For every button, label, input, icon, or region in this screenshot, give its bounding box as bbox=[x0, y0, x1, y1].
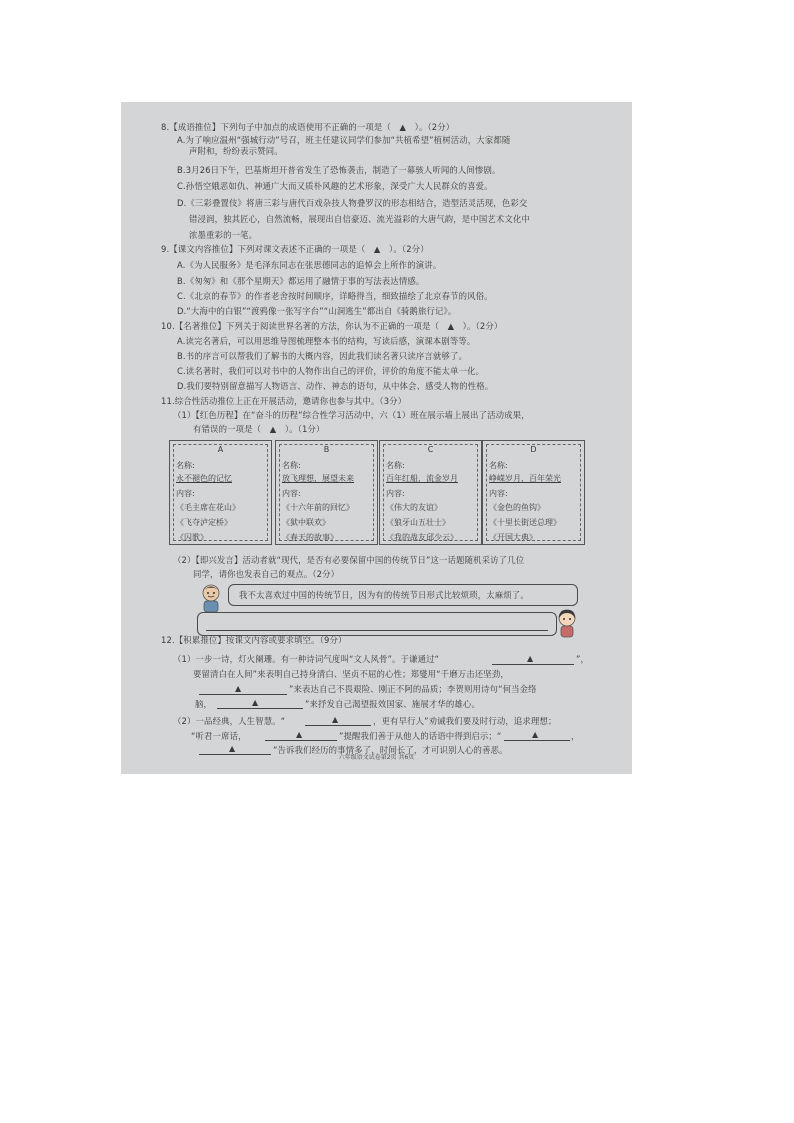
card-name-label: 名称: bbox=[176, 461, 195, 470]
q11-part1-cont: 有错误的一项是（ ▲ ）。（1分） bbox=[193, 424, 325, 434]
q10-option-c: C.读名著时，我们可以对书中的人物作出自己的评价，评价的角度不能太单一化。 bbox=[177, 366, 485, 376]
blank-marker: ▲ bbox=[235, 684, 242, 693]
card-c bbox=[379, 440, 482, 545]
card-name-label: 名称: bbox=[282, 461, 301, 470]
card-item: 《十六年前的回忆》 bbox=[282, 503, 354, 512]
q12-part1-line4-start: 脑， bbox=[195, 699, 213, 709]
boy-avatar-icon bbox=[197, 582, 225, 614]
q10-option-a: A.读完名著后，可以用思维导图梳理整本书的结构，写读后感，演课本剧等等。 bbox=[177, 336, 476, 346]
q8-option-d-cont: 错浸润，独其匠心，自然流畅，展现出自信豪迈、流光溢彩的大唐气韵，是中国艺术文化中 bbox=[189, 214, 530, 224]
q8-option-d: D.《三彩叠置伎》将唐三彩与唐代百戏杂技人物叠罗汉的形态相结合，造型活灵活现，色彩交 bbox=[177, 198, 528, 208]
q11-part2: （2）【即兴发言】活动者就“现代，是否有必要保留中国的传统节日”这一话题随机采访了几位 bbox=[173, 555, 525, 565]
card-item: 《金色的鱼钩》 bbox=[489, 503, 545, 512]
fill-blank-5[interactable] bbox=[265, 740, 337, 741]
q9-stem: 9.【课文内容推位】下列对课文表述不正确的一项是（ ▲ ）。（2分） bbox=[161, 244, 429, 254]
q8-stem: 8.【成语推位】下列句子中加点的成语使用不正确的一项是（ ▲ ）。（2分） bbox=[161, 122, 455, 132]
card-letter: B bbox=[323, 445, 330, 454]
answer-box[interactable] bbox=[197, 612, 557, 636]
q8-option-a: A.为了响应温州“强城行动”号召，班主任建议同学们参加“共植希望”植树活动，大家都随 bbox=[177, 135, 511, 145]
card-a bbox=[169, 440, 272, 545]
card-content-label: 内容: bbox=[176, 489, 195, 498]
page-footer: 六年级语文试卷第2页 共6页 bbox=[338, 754, 415, 761]
q11-part2-cont: 同学，请你也发表自己的观点。（2分） bbox=[193, 569, 340, 579]
q12-part1-line4-end: ”来抒发自己渴望报效国家、施展才华的雄心。 bbox=[305, 699, 480, 709]
speech-bubble bbox=[228, 584, 578, 606]
q8-option-a-cont: 声附和，纷纷表示赞同。 bbox=[189, 146, 283, 156]
q12-part1-line3: ”来表达自己不畏艰险、刚正不阿的品质；李贺则用诗句“何当金络 bbox=[289, 684, 537, 694]
card-item: 《飞夺泸定桥》 bbox=[176, 518, 232, 527]
q12-part1-text-end: ”， bbox=[576, 654, 590, 664]
card-letter: D bbox=[530, 445, 537, 454]
answer-line bbox=[206, 630, 548, 631]
card-name-label: 名称: bbox=[489, 461, 508, 470]
q9-option-c: C.《北京的春节》的作者老舍按时间顺序，详略得当，细致描绘了北京春节的风俗。 bbox=[177, 291, 493, 301]
q8-option-b: B.3月26日下午，巴基斯坦开普省发生了恐怖袭击，制造了一幕骇人听闻的人间惨剧。 bbox=[177, 165, 501, 175]
card-item: 《我的战友邱少云》 bbox=[386, 533, 458, 542]
card-letter: A bbox=[217, 445, 224, 454]
girl-avatar-icon bbox=[555, 607, 579, 639]
card-item: 《囚歌》 bbox=[176, 533, 208, 542]
blank-marker: ▲ bbox=[332, 715, 339, 724]
q8-option-c: C.孙悟空娥恶如仇、神通广大而又质朴风趣的艺术形象，深受广大人民群众的喜爱。 bbox=[177, 181, 493, 191]
card-item: 《春天的故事》 bbox=[282, 533, 338, 542]
card-content-label: 内容: bbox=[386, 489, 405, 498]
card-content-label: 内容: bbox=[489, 489, 508, 498]
card-item: 《开国大典》 bbox=[489, 533, 537, 542]
card-name: 峥嵘岁月，百年荣光 bbox=[489, 474, 561, 483]
fill-blank-1[interactable] bbox=[492, 664, 574, 665]
card-letter: C bbox=[427, 445, 434, 454]
card-item: 《狼牙山五壮士》 bbox=[386, 518, 450, 527]
fill-blank-4[interactable] bbox=[305, 725, 371, 726]
q12-part2-line2-start: “听君一席话， bbox=[191, 731, 247, 741]
blank-marker: ▲ bbox=[527, 654, 534, 663]
q9-option-d: D.“大海中的白银”“渡鸦像一张写字台”“山洞逃生”都出自《骑鹅旅行记》。 bbox=[177, 306, 457, 316]
q10-option-b: B.书的序言可以帮我们了解书的大概内容，因此我们读名著只读序言就够了。 bbox=[177, 351, 468, 361]
card-item: 《伟大的友谊》 bbox=[386, 503, 442, 512]
q12-stem: 12.【积累推位】按课文内容或要求填空。（9分） bbox=[161, 635, 347, 645]
card-name: 百年红船，流金岁月 bbox=[386, 474, 458, 483]
fill-blank-3[interactable] bbox=[217, 708, 303, 709]
card-item: 《十里长街送总理》 bbox=[489, 518, 561, 527]
q9-option-a: A.《为人民服务》是毛泽东同志在张思德同志的追悼会上所作的演讲。 bbox=[177, 260, 442, 270]
q12-part2-text-cont: ，更有早行人”劝诫我们要及时行动，追求理想； bbox=[373, 716, 557, 726]
card-content-label: 内容: bbox=[282, 489, 301, 498]
blank-marker: ▲ bbox=[532, 730, 539, 739]
q11-part1: （1）【红色历程】在“奋斗的历程”综合性学习活动中，六（1）班在展示墙上展出了活动成果， bbox=[173, 410, 530, 420]
fill-blank-6[interactable] bbox=[504, 740, 570, 741]
card-name-label: 名称: bbox=[386, 461, 405, 470]
blank-marker: ▲ bbox=[252, 698, 259, 707]
blank-marker: ▲ bbox=[296, 730, 303, 739]
card-item: 《毛主席在花山》 bbox=[176, 503, 240, 512]
card-name: 永不褪色的记忆 bbox=[176, 474, 232, 483]
card-name: 放飞理想，展望未来 bbox=[282, 474, 354, 483]
exam-page bbox=[121, 102, 632, 774]
q12-part2-line2-mid: ”提醒我们善于从他人的话语中得到启示；“ bbox=[339, 731, 502, 741]
q10-option-d: D.我们要特别留意描写人物语言、动作、神态的语句，从中体会、感受人物的性格。 bbox=[177, 381, 494, 391]
card-b bbox=[275, 440, 378, 545]
card-item: 《狱中联欢》 bbox=[282, 518, 330, 527]
q12-part2-line3: ”告诉我们经历的事情多了，时间长了，才可识别人心的善恶。 bbox=[273, 745, 508, 755]
q11-stem: 11.综合性活动推位上正在开展活动，邀请你也参与其中。（3分） bbox=[161, 396, 407, 406]
q12-part2-text: （2）一品经典，人生智慧。“ bbox=[173, 716, 286, 726]
blank-marker: ▲ bbox=[229, 744, 236, 753]
q9-option-b: B.《匆匆》和《那个星期天》都运用了融情于事的写法表达情感。 bbox=[177, 276, 425, 286]
q12-part1-text: （1）一步一诗，灯火阑珊。有一种诗词气度叫“文人风骨”。于谦通过“ bbox=[173, 654, 440, 664]
fill-blank-2[interactable] bbox=[199, 694, 287, 695]
speech-text: 我不太喜欢过中国的传统节日，因为有的传统节日形式比较烦琐，太麻烦了。 bbox=[239, 590, 529, 600]
q8-option-d-cont2: 浓墨重彩的一笔。 bbox=[189, 230, 258, 240]
q12-part2-line2-end: ， bbox=[571, 731, 580, 741]
q12-part1-line2: 要留清白在人间”来表明自己持身清白、坚贞不屈的心性；郑燮用“千磨万击还坚劲， bbox=[193, 669, 509, 679]
q10-stem: 10.【名著推位】下列关于阅读世界名著的方法，你认为不正确的一项是（ ▲ ）。（2分） bbox=[161, 321, 503, 331]
card-d bbox=[482, 440, 585, 545]
